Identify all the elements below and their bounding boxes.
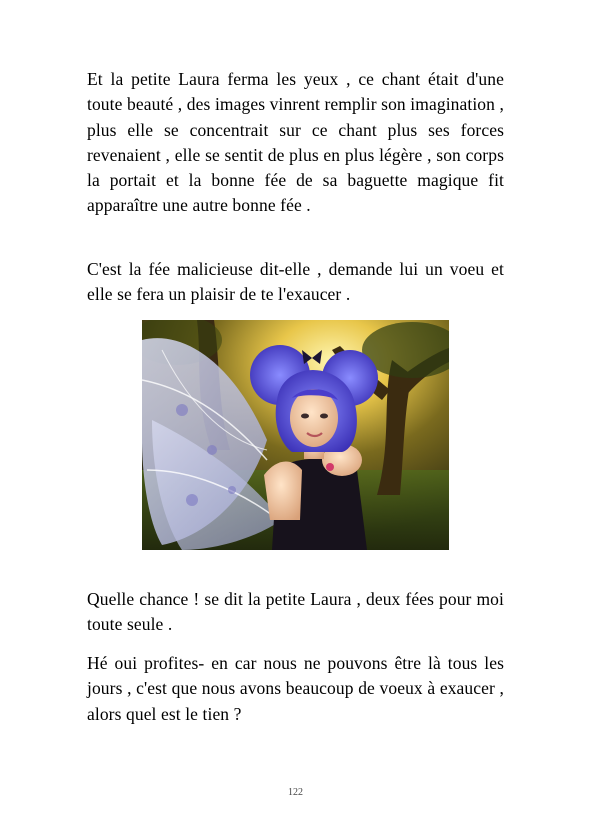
paragraph-3 [87, 587, 504, 638]
paragraph-4 [87, 651, 504, 727]
paragraph-1-text: Et la petite Laura ferma les yeux , ce chant était d'une toute beauté , des images vinrent remplir son imagination , plus elle se concentrait sur ce chant plus ses forces revenaient , elle se sentit de plus en plus légère , son corps la portait et la bonne fée de sa baguette magique fit apparaître une autre bonne fée . [87, 69, 504, 216]
page-number: 122 [288, 787, 303, 798]
paragraph-4-text: Hé oui profites- en car nous ne pouvons être là tous les jours , c'est que nous avons beaucoup de voeux à exaucer , alors quel est le tien ? [87, 653, 504, 724]
fairy-picture [142, 320, 449, 550]
paragraph-1 [87, 67, 504, 219]
paragraph-2 [87, 257, 504, 308]
fairy-illustration [142, 320, 449, 550]
paragraph-2-text: C'est la fée malicieuse dit-elle , demande lui un voeu et elle se fera un plaisir de te l'exaucer . [87, 259, 504, 305]
paragraph-3-text: Quelle chance ! se dit la petite Laura , deux fées pour moi toute seule . [87, 589, 504, 635]
